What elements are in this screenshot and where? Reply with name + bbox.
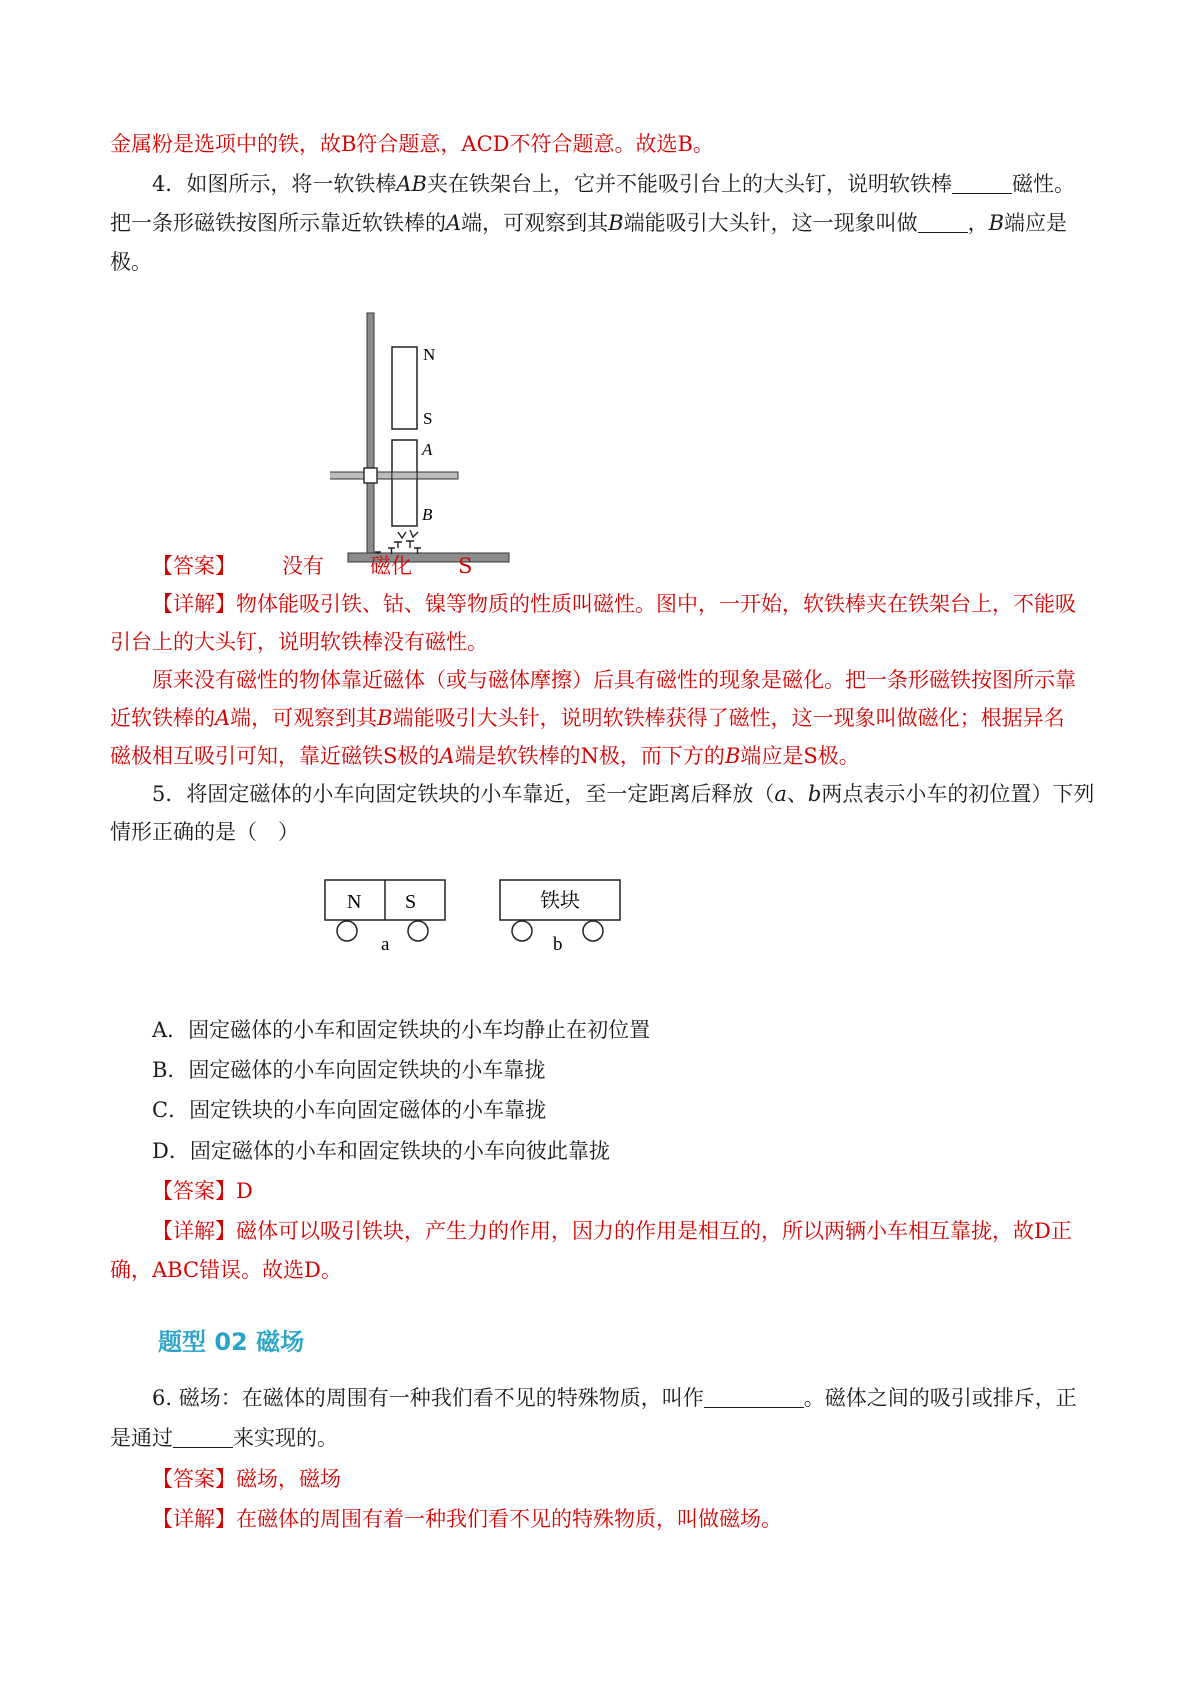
section-title: 题型 02 磁场	[158, 1328, 305, 1356]
q6-explanation: 【详解】在磁体的周围有着一种我们看不见的特殊物质，叫做磁场。	[152, 1507, 782, 1531]
q5-option-d: D．固定磁体的小车和固定铁块的小车向彼此靠拢	[152, 1139, 610, 1163]
q4-explanation-line-1: 【详解】物体能吸引铁、钴、镍等物质的性质叫磁性。图中，一开始，软铁棒夹在铁架台上，不能吸	[152, 592, 1076, 616]
cart-a-label: a	[381, 934, 390, 950]
soft-iron-bar-clamp-overlap	[392, 472, 417, 479]
q4-line-2: 把一条形磁铁按图所示靠近软铁棒的A端，可观察到其B端能吸引大头针，这一现象叫做 ，B端应是	[110, 211, 1068, 235]
q6-blank-2	[173, 1427, 233, 1448]
q6-line-2: 是通过 来实现的。	[110, 1426, 338, 1450]
magnet-cart-wheel-right	[408, 921, 428, 941]
q5-answer: 【答案】D	[152, 1179, 253, 1203]
q4-line-3: 极。	[110, 250, 152, 274]
q5-explanation-line-1: 【详解】磁体可以吸引铁块，产生力的作用，因力的作用是相互的，所以两辆小车相互靠拢，故D正	[152, 1219, 1072, 1243]
magnet-cart-wheel-left	[337, 921, 357, 941]
cart-s-label: S	[405, 891, 417, 913]
q5-option-a: A．固定磁体的小车和固定铁块的小车均静止在初位置	[152, 1018, 651, 1042]
cart-iron-label: 铁块	[540, 890, 580, 912]
stand-rod	[367, 313, 374, 553]
bar-a-label: A	[422, 440, 433, 459]
q5-option-c: C．固定铁块的小车向固定磁体的小车靠拢	[152, 1098, 547, 1122]
q6-line-1: 6. 磁场：在磁体的周围有一种我们看不见的特殊物质，叫作 。磁体之间的吸引或排斥，正	[152, 1386, 1077, 1410]
q4-explanation-line-4: 近软铁棒的A端，可观察到其B端能吸引大头针，说明软铁棒获得了磁性，这一现象叫做磁化；根据异名	[110, 706, 1065, 730]
soft-iron-bar	[392, 440, 417, 526]
q5-explanation-line-2: 确，ABC错误。故选D。	[110, 1258, 342, 1282]
iron-cart-wheel-right	[583, 921, 603, 941]
q6-answer: 【答案】磁场，磁场	[152, 1467, 341, 1491]
bar-magnet	[392, 347, 417, 429]
stand-clamp-knob	[364, 468, 377, 483]
magnet-s-label: S	[423, 409, 433, 428]
cart-n-label: N	[347, 891, 362, 913]
tacks-icon	[375, 530, 421, 554]
q6-blank-1	[704, 1387, 804, 1408]
bar-b-label: B	[422, 505, 433, 524]
q4-explanation-line-3: 原来没有磁性的物体靠近磁体（或与磁体摩擦）后具有磁性的现象是磁化。把一条形磁铁按图所示靠	[152, 668, 1076, 692]
q5-line-2: 情形正确的是（ ）	[110, 820, 299, 844]
q4-explanation-line-5: 磁极相互吸引可知，靠近磁铁S极的A端是软铁棒的N极，而下方的B端应是S极。	[110, 744, 860, 768]
q4-answer: 【答案】 没有 磁化 S	[152, 554, 473, 578]
q4-blank-2	[918, 212, 968, 233]
prev-explanation-end: 金属粉是选项中的铁，故B符合题意，ACD不符合题意。故选B。	[110, 132, 714, 156]
q5-line-1: 5．将固定磁体的小车向固定铁块的小车靠近，至一定距离后释放（a、b两点表示小车的初位置）下列	[152, 782, 1095, 806]
q5-figure-carts	[300, 860, 630, 950]
magnet-n-label: N	[423, 345, 436, 364]
q4-blank-1	[952, 173, 1012, 194]
q4-explanation-line-2: 引台上的大头钉，说明软铁棒没有磁性。	[110, 630, 488, 654]
iron-cart-wheel-left	[512, 921, 532, 941]
q5-option-b: B．固定磁体的小车向固定铁块的小车靠拢	[152, 1058, 546, 1082]
q4-line-1: 4．如图所示，将一软铁棒AB夹在铁架台上，它并不能吸引台上的大头钉，说明软铁棒 磁性。	[152, 172, 1075, 196]
q4-figure-iron-stand	[330, 300, 530, 565]
cart-b-label: b	[553, 934, 563, 950]
